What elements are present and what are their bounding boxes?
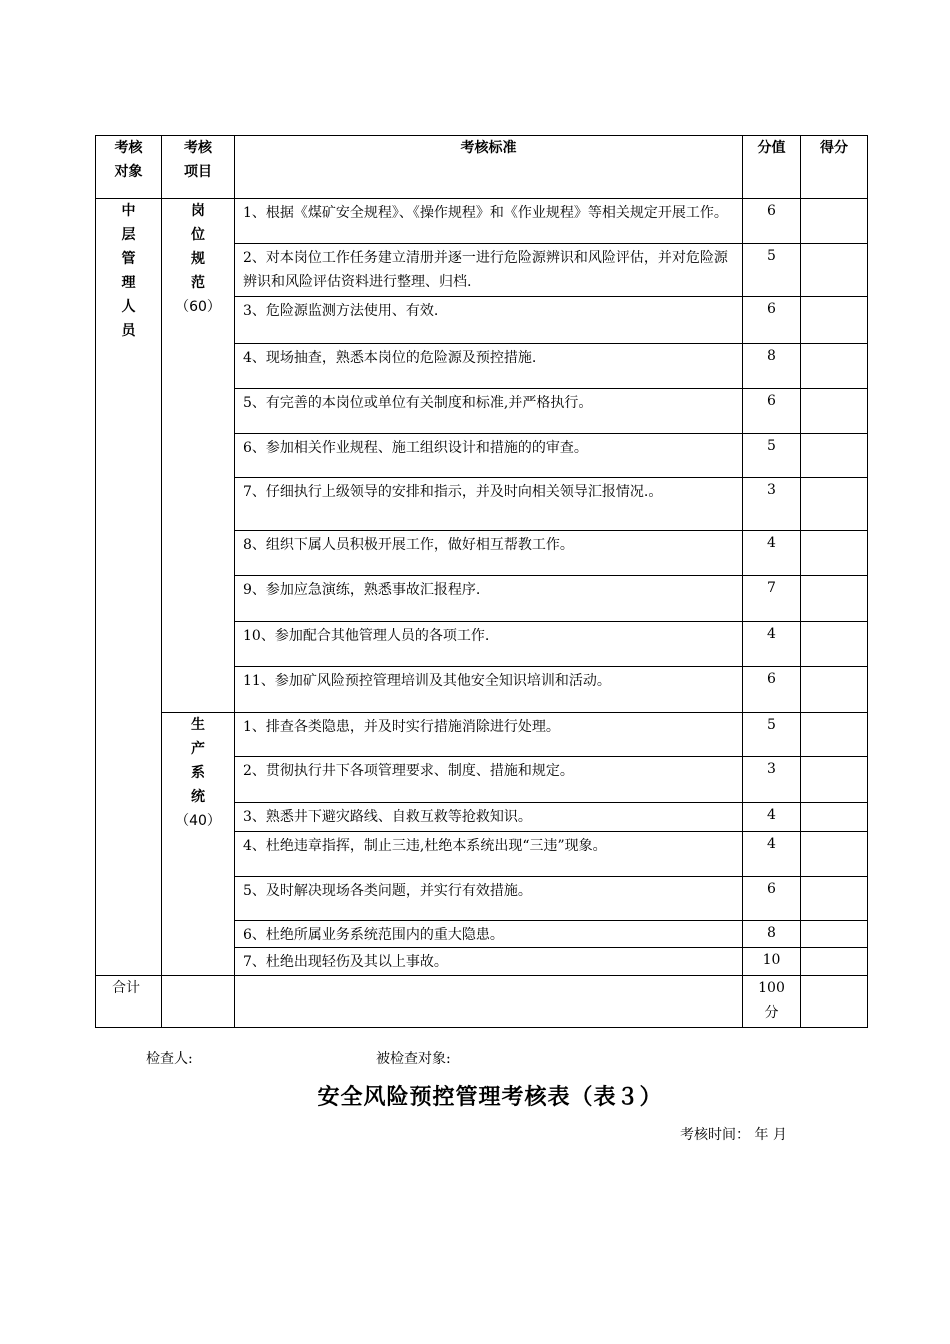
score-cell[interactable] [801,344,868,389]
assessment-table [95,135,868,1028]
score-cell[interactable] [801,713,868,757]
score-cell[interactable] [801,832,868,877]
total-label: 合计 [96,976,162,1028]
total-standard-cell [235,976,743,1028]
header-item: 考核 项目 [162,136,235,199]
score-cell[interactable] [801,389,868,434]
points-value: 8 [743,921,801,948]
object-label-char: 人 [121,299,136,315]
points-value: 4 [743,531,801,576]
item-label-char: 位 [191,227,205,243]
criteria-text: 1、排查各类隐患，并及时实行措施消除进行处理。 [235,713,743,757]
points-value: 6 [743,199,801,244]
points-value: 3 [743,478,801,531]
inspected-label: 被检查对象: [376,1051,451,1067]
points-value: 6 [743,297,801,344]
criteria-text: 5、有完善的本岗位或单位有关制度和标准,并严格执行。 [235,389,743,434]
criteria-text: 9、参加应急演练，熟悉事故汇报程序. [235,576,743,622]
score-cell[interactable] [801,948,868,976]
score-cell[interactable] [801,434,868,478]
points-value: 8 [743,344,801,389]
criteria-text: 2、贯彻执行井下各项管理要求、制度、措施和规定。 [235,757,743,803]
header-row [96,136,868,199]
item-label-char: 范 [191,275,205,291]
score-cell[interactable] [801,531,868,576]
criteria-text: 3、危险源监测方法使用、有效. [235,297,743,344]
criteria-text: 7、仔细执行上级领导的安排和指示，并及时向相关领导汇报情况.。 [235,478,743,531]
points-value: 5 [743,713,801,757]
object-label-char: 中 [121,203,136,219]
item-label-char: 系 [191,765,205,781]
score-cell[interactable] [801,803,868,832]
total-points [743,976,801,1028]
score-cell[interactable] [801,244,868,297]
criteria-text: 1、根据《煤矿安全规程》、《操作规程》和《作业规程》等相关规定开展工作。 [235,199,743,244]
points-value: 4 [743,832,801,877]
item-label-char: 统 [191,789,205,805]
object-label-char: 层 [121,227,136,243]
points-value: 3 [743,757,801,803]
total-score-cell[interactable] [801,976,868,1028]
points-value: 5 [743,434,801,478]
points-value: 4 [743,622,801,667]
points-value: 10 [743,948,801,976]
page-title: 安全风险预控管理考核表（表３） [317,1084,663,1110]
object-cell [96,199,162,976]
criteria-text: 7、杜绝出现轻伤及其以上事故。 [235,948,743,976]
total-points-part: 100 [758,980,785,996]
points-value: 6 [743,389,801,434]
header-points: 分值 [743,136,801,199]
item-group-cell [162,713,235,976]
criteria-text: 5、及时解决现场各类问题，并实行有效措施。 [235,877,743,921]
item-label-char: （40） [175,813,221,829]
inspector-label: 检查人: [146,1051,193,1067]
item-label-char: 生 [191,717,205,733]
score-cell[interactable] [801,297,868,344]
total-row [96,976,868,1028]
score-cell[interactable] [801,667,868,713]
total-item-cell [162,976,235,1028]
points-value: 5 [743,244,801,297]
header-score: 得分 [801,136,868,199]
points-value: 6 [743,667,801,713]
score-cell[interactable] [801,757,868,803]
criteria-text: 4、杜绝违章指挥，制止三违,杜绝本系统出现“三违”现象。 [235,832,743,877]
object-label-char: 管 [121,251,136,267]
header-standard: 考核标准 [235,136,743,199]
score-cell[interactable] [801,478,868,531]
criteria-text: 11、参加矿风险预控管理培训及其他安全知识培训和活动。 [235,667,743,713]
item-label-char: （60） [175,299,221,315]
score-cell[interactable] [801,921,868,948]
score-cell[interactable] [801,877,868,921]
item-group-cell [162,199,235,713]
points-value: 6 [743,877,801,921]
criteria-text: 8、组织下属人员积极开展工作，做好相互帮教工作。 [235,531,743,576]
score-cell[interactable] [801,199,868,244]
criteria-text: 3、熟悉井下避灾路线、自救互救等抢救知识。 [235,803,743,832]
criteria-text: 6、参加相关作业规程、施工组织设计和措施的的审查。 [235,434,743,478]
table-row [96,713,868,757]
criteria-text: 2、对本岗位工作任务建立清册并逐一进行危险源辨识和风险评估，并对危险源辨识和风险评估资料进行整理、归档. [235,244,743,297]
criteria-text: 6、杜绝所属业务系统范围内的重大隐患。 [235,921,743,948]
total-points-part: 分 [764,1005,779,1021]
item-label-char: 产 [191,741,205,757]
criteria-text: 10、参加配合其他管理人员的各项工作. [235,622,743,667]
score-cell[interactable] [801,622,868,667]
score-cell[interactable] [801,576,868,622]
item-label-char: 规 [191,251,205,267]
criteria-text: 4、现场抽查，熟悉本岗位的危险源及预控措施. [235,344,743,389]
points-value: 7 [743,576,801,622]
points-value: 4 [743,803,801,832]
object-label-char: 员 [121,323,136,339]
table-row [96,199,868,244]
object-label-char: 理 [121,275,136,291]
header-object: 考核 对象 [96,136,162,199]
assessment-date: 考核时间： 年 月 [680,1127,787,1143]
item-label-char: 岗 [191,203,205,219]
